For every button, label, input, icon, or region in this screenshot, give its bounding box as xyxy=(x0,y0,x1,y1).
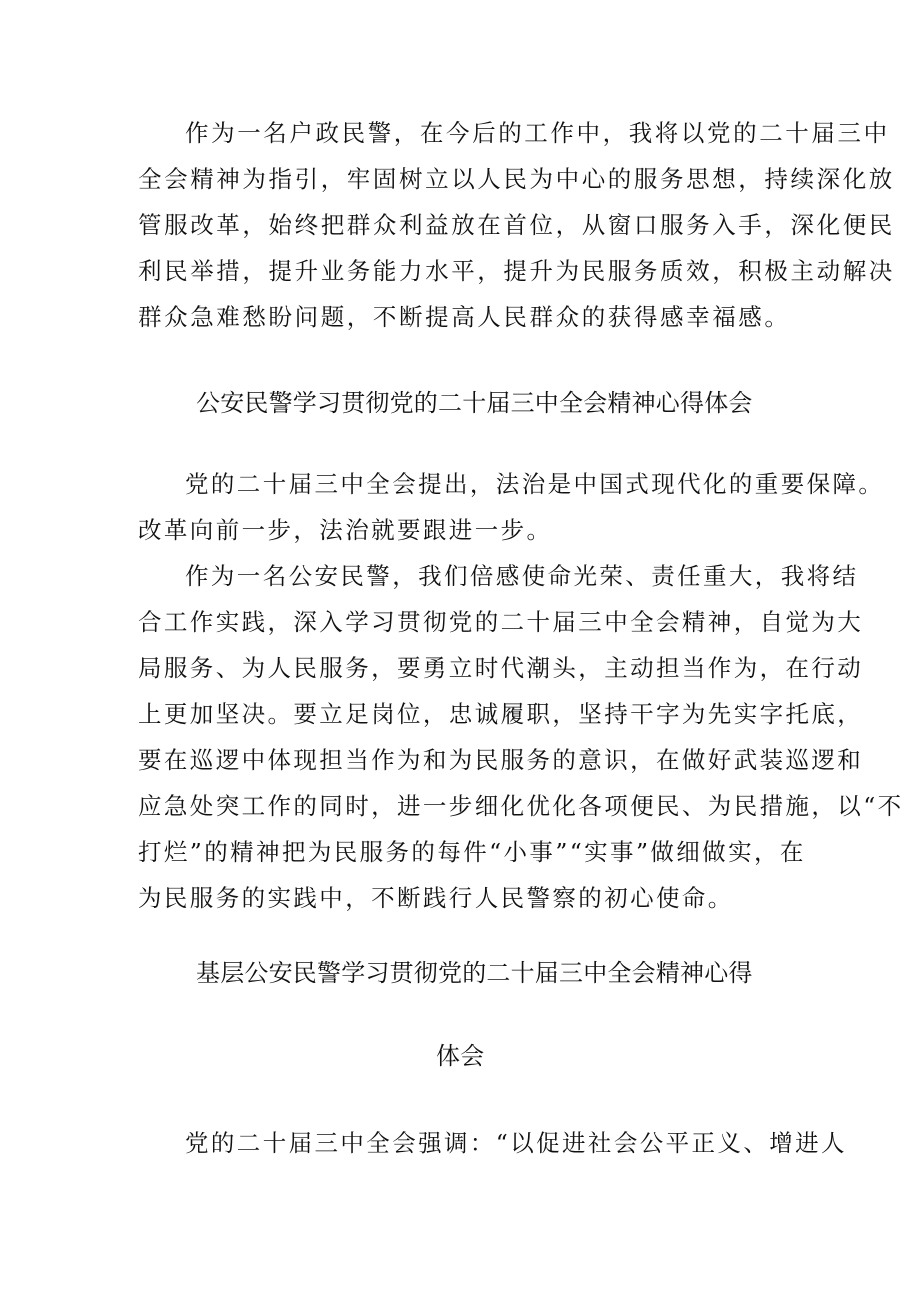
section-heading: 公安民警学习贯彻党的二十届三中全会精神心得体会 xyxy=(196,389,753,417)
paragraph-line: 作为一名户政民警，在今后的工作中，我将以党的二十届三中 xyxy=(185,119,890,147)
paragraph-line: 要在巡逻中体现担当作为和为民服务的意识，在做好武装巡逻和 xyxy=(138,746,864,774)
paragraph-line: 管服改革，始终把群众利益放在首位，从窗口服务入手，深化便民 xyxy=(138,211,895,239)
paragraph-line: 利民举措，提升业务能力水平，提升为民服务质效，积极主动解决 xyxy=(138,257,895,285)
paragraph-line: 上更加坚决。要立足岗位，忠诚履职，坚持干字为先实字托底， xyxy=(138,700,864,728)
paragraph-line: 全会精神为指引，牢固树立以人民为中心的服务思想，持续深化放 xyxy=(138,165,895,193)
paragraph-line: 合工作实践，深入学习贯彻党的二十届三中全会精神，自觉为大 xyxy=(138,608,864,636)
paragraph-line: 局服务、为人民服务，要勇立时代潮头，主动担当作为，在行动 xyxy=(138,654,864,682)
paragraph-line: 党的二十届三中全会提出，法治是中国式现代化的重要保障。 xyxy=(185,470,885,498)
paragraph-line: 党的二十届三中全会强调：“以促进社会公平正义、增进人 xyxy=(185,1129,847,1157)
paragraph-line: 改革向前一步，法治就要跟进一步。 xyxy=(138,516,553,544)
section-heading-line: 基层公安民警学习贯彻党的二十届三中全会精神心得 xyxy=(196,959,753,987)
paragraph-line: 打烂”的精神把为民服务的每件“小事”“实事”做细做实，在 xyxy=(138,838,806,866)
section-heading-line: 体会 xyxy=(436,1042,485,1070)
paragraph-line: 作为一名公安民警，我们倍感使命光荣、责任重大，我将结 xyxy=(185,562,859,590)
paragraph-line: 应急处突工作的同时，进一步细化优化各项便民、为民措施，以“不 xyxy=(138,792,904,820)
paragraph-line: 为民服务的实践中，不断践行人民警察的初心使命。 xyxy=(138,884,734,912)
paragraph-line: 群众急难愁盼问题，不断提高人民群众的获得感幸福感。 xyxy=(138,303,791,331)
